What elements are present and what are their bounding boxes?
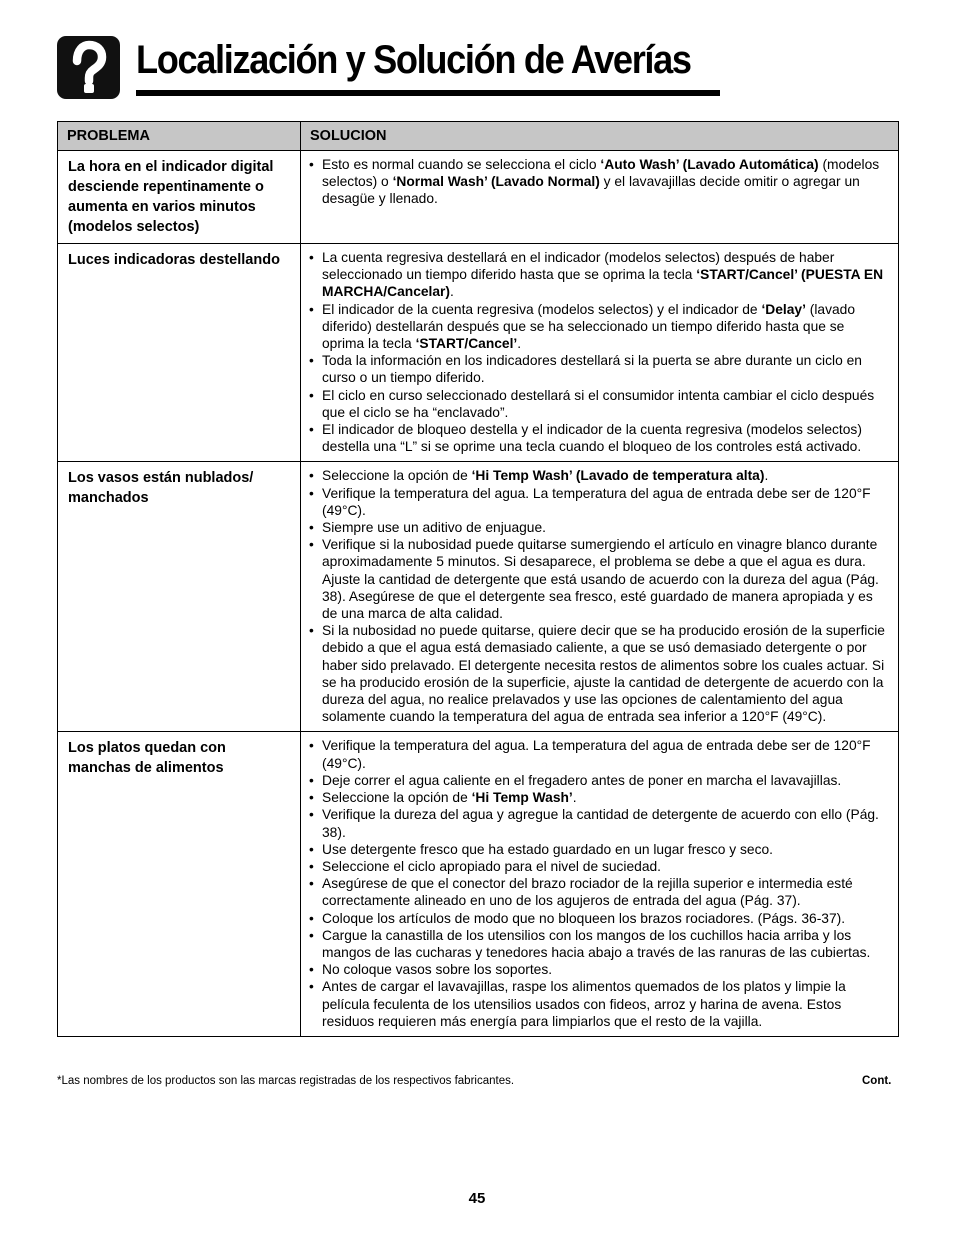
solution-text: La cuenta regresiva destellará en el indicador (modelos selectos) después de haber seleccionado un tiempo diferido hasta que se oprima la tecla — [322, 250, 835, 283]
problem-cell: Luces indicadoras destellando — [58, 244, 301, 462]
solution-text: (lavado diferido) destellarán después que se ha seleccionado un tiempo diferido hasta que se oprima la tecla — [322, 301, 856, 352]
solution-text: Toda la información en los indicadores destellará si la puerta se abre durante un ciclo en curso o un tiempo diferido. — [322, 353, 862, 386]
solution-item — [309, 737, 886, 771]
solution-item — [309, 301, 886, 353]
solution-emphasis: ‘START/Cancel’ (PUESTA EN MARCHA/Cancelar) — [322, 267, 884, 300]
solution-text: . — [764, 468, 769, 484]
trademark-footnote: *Las nombres de los productos son las marcas registradas de los respectivos fabricantes. — [57, 1075, 515, 1087]
table-row — [58, 244, 899, 462]
solution-text: El ciclo en curso seleccionado destellará si el consumidor intenta cambiar el ciclo después que el ciclo se ha “enclavado”. — [322, 387, 875, 420]
solution-list — [309, 737, 886, 1029]
solution-item — [309, 387, 886, 421]
problem-cell: Los vasos están nublados/ manchados — [58, 462, 301, 732]
solution-item — [309, 789, 886, 806]
solution-text: No coloque vasos sobre los soportes. — [322, 962, 553, 978]
solution-text: El indicador de la cuenta regresiva (modelos selectos) y el indicador de — [322, 301, 762, 317]
solution-emphasis: ‘Delay’ — [761, 301, 806, 317]
problem-cell: Los platos quedan con manchas de alimentos — [58, 732, 301, 1036]
solution-text: Si la nubosidad no puede quitarse, quiere decir que se ha producido erosión de la superficie debido a que el agua está demasiado caliente, a que se usó demasiado detergente o por haber sido prelavado. El detergente necesita restos de alimentos sobre los cuales actuar. Si se ha producido erosión de la superficie, ajuste la cantidad de detergente de acuerdo con la dureza del agua, no realice prelavados y use las opciones de calentamiento del agua solamente cuando la temperatura del agua de entrada sea inferior a 120°F (49°C). — [322, 623, 885, 725]
solution-text: . — [517, 336, 522, 352]
troubleshooting-table — [57, 121, 899, 1037]
solution-text: Asegúrese de que el conector del brazo rociador de la rejilla superior e intermedia esté correctamente alineado en uno de los agujeros de entrada del agua (Pág. 37). — [322, 876, 853, 909]
solution-text: Verifique si la nubosidad puede quitarse sumergiendo el artículo en vinagre blanco durante aproximadamente 5 minutos. Si desaparece, el problema se debe a que el agua es dura. Ajuste la cantidad de detergente que está usando de acuerdo con la dureza del agua (Pág. 38). Asegúrese de que el detergente sea fresco, esté guardado de manera apropiada y es de una marca de alta calidad. — [322, 537, 879, 622]
solution-item — [309, 875, 886, 909]
solution-list — [309, 249, 886, 455]
solution-text: Seleccione la opción de — [322, 790, 472, 806]
solution-text: y el lavavajillas decide omitir o agregar un desagüe y llenado. — [322, 174, 860, 207]
solution-text: (modelos selectos) o — [322, 157, 880, 190]
solution-emphasis: ‘Auto Wash’ (Lavado Automática) — [600, 157, 819, 172]
solution-text: . — [572, 790, 577, 806]
question-mark-icon — [57, 36, 120, 99]
table-row — [58, 462, 899, 732]
table-header-row — [58, 122, 899, 151]
solution-item — [309, 156, 886, 208]
solution-list — [309, 156, 886, 208]
solution-item — [309, 978, 886, 1030]
solution-item — [309, 421, 886, 455]
solution-item — [309, 806, 886, 840]
solution-item — [309, 858, 886, 875]
solution-text: Siempre use un aditivo de enjuague. — [322, 520, 546, 536]
solution-cell — [301, 151, 899, 244]
solution-item — [309, 910, 886, 927]
solution-text: Verifique la dureza del agua y agregue la cantidad de detergente de acuerdo con ello (Pág. 38). — [322, 807, 879, 840]
solution-text: El indicador de bloqueo destella y el indicador de la cuenta regresiva (modelos selectos) destella una “L” si se oprime una tecla cuando el bloqueo de los controles está activado. — [322, 422, 862, 455]
solution-cell — [301, 462, 899, 732]
solution-emphasis: ‘Normal Wash’ (Lavado Normal) — [392, 174, 600, 190]
solution-text: Seleccione el ciclo apropiado para el nivel de suciedad. — [322, 858, 662, 874]
column-header-solution: SOLUCION — [301, 122, 899, 151]
solution-text: Verifique la temperatura del agua. La temperatura del agua de entrada debe ser de 120°F (49°C). — [322, 485, 871, 518]
column-header-problem: PROBLEMA — [58, 122, 301, 151]
solution-text: Esto es normal cuando se selecciona el ciclo — [322, 157, 601, 172]
solution-emphasis: ‘Hi Temp Wash’ — [471, 790, 573, 806]
solution-cell — [301, 244, 899, 462]
solution-text: Verifique la temperatura del agua. La temperatura del agua de entrada debe ser de 120°F (49°C). — [322, 738, 871, 771]
solution-item — [309, 961, 886, 978]
solution-emphasis: ‘Hi Temp Wash’ (Lavado de temperatura alta) — [471, 468, 765, 484]
solution-item — [309, 519, 886, 536]
page-header — [57, 34, 720, 98]
solution-item — [309, 249, 886, 301]
title-underline — [136, 90, 720, 96]
solution-item — [309, 467, 886, 484]
continued-label: Cont. — [862, 1075, 892, 1087]
solution-list — [309, 467, 886, 725]
page-title: Localización y Solución de Averías — [136, 38, 691, 82]
solution-item — [309, 352, 886, 386]
solution-item — [309, 536, 886, 622]
problem-cell: La hora en el indicador digital desciende repentinamente o aumenta en varios minutos (modelos selectos) — [58, 151, 301, 244]
table-row — [58, 151, 899, 244]
table-row — [58, 732, 899, 1036]
solution-item — [309, 485, 886, 519]
solution-text: Use detergente fresco que ha estado guardado en un lugar fresco y seco. — [322, 841, 773, 857]
solution-text: Cargue la canastilla de los utensilios con los mangos de los cuchillos hacia arriba y los mangos de las cucharas y tenedores hacia abajo a través de las ranuras de las cubiertas. — [322, 927, 871, 960]
page-number: 45 — [468, 1190, 486, 1207]
solution-cell — [301, 732, 899, 1036]
solution-text: Deje correr el agua caliente en el fregadero antes de poner en marcha el lavavajillas. — [322, 772, 842, 788]
solution-item — [309, 927, 886, 961]
solution-text: Antes de cargar el lavavajillas, raspe los alimentos quemados de los platos y limpie la película feculenta de los utensilios usados con fideos, arroz y harina de avena. Estos residuos requieren más energía para limpiarlos que el resto de la vajilla. — [322, 979, 846, 1029]
solution-text: Seleccione la opción de — [322, 468, 472, 484]
solution-text: Coloque los artículos de modo que no bloqueen los brazos rociadores. (Págs. 36-37). — [322, 910, 846, 926]
solution-item — [309, 622, 886, 725]
solution-emphasis: ‘START/Cancel’ — [415, 336, 518, 352]
solution-item — [309, 841, 886, 858]
solution-item — [309, 772, 886, 789]
solution-text: . — [450, 284, 454, 300]
